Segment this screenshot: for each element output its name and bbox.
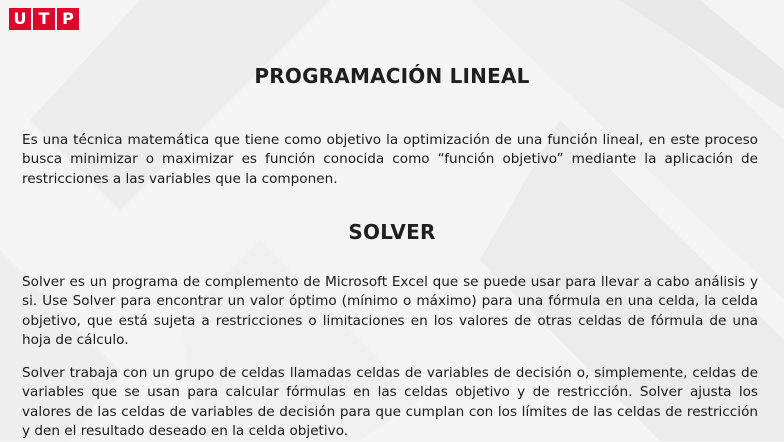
paragraph-solver-definition: Solver es un programa de complemento de Microsoft Excel que se puede usar para llevar a cabo análisis y si. Use Solver para encontrar un valor óptimo (mínimo o máximo) para una fórmula en una celda, la celda objetivo, que está sujeta a restricciones o limitaciones en los valores de otras celdas de fórmula de una hoja de cálculo. — [22, 274, 758, 349]
paragraph-programacion-lineal: Es una técnica matemática que tiene como objetivo la optimización de una función lineal, en este proceso busca minimizar o maximizar es función conocida como “función objetivo” mediante la aplicación de restricciones a las variables que la componen. — [22, 132, 758, 187]
logo-letter-t: T — [33, 8, 55, 30]
section-title-solver: SOLVER — [348, 220, 436, 244]
paragraph-solver-variables: Solver trabaja con un grupo de celdas llamadas celdas de variables de decisión o, simplemente, celdas de variables que se usan para calcular fórmulas en las celdas objetivo y de restricción. Solver ajusta los valores de las celdas de variables de decisión para que cumplan con los límites de las celdas de restricción y den el resultado deseado en la celda objetivo. — [22, 365, 758, 440]
logo-letter-p: P — [57, 8, 79, 30]
utp-logo — [9, 8, 79, 30]
section-title-programacion-lineal: PROGRAMACIÓN LINEAL — [254, 64, 530, 88]
logo-letter-u: U — [9, 8, 31, 30]
